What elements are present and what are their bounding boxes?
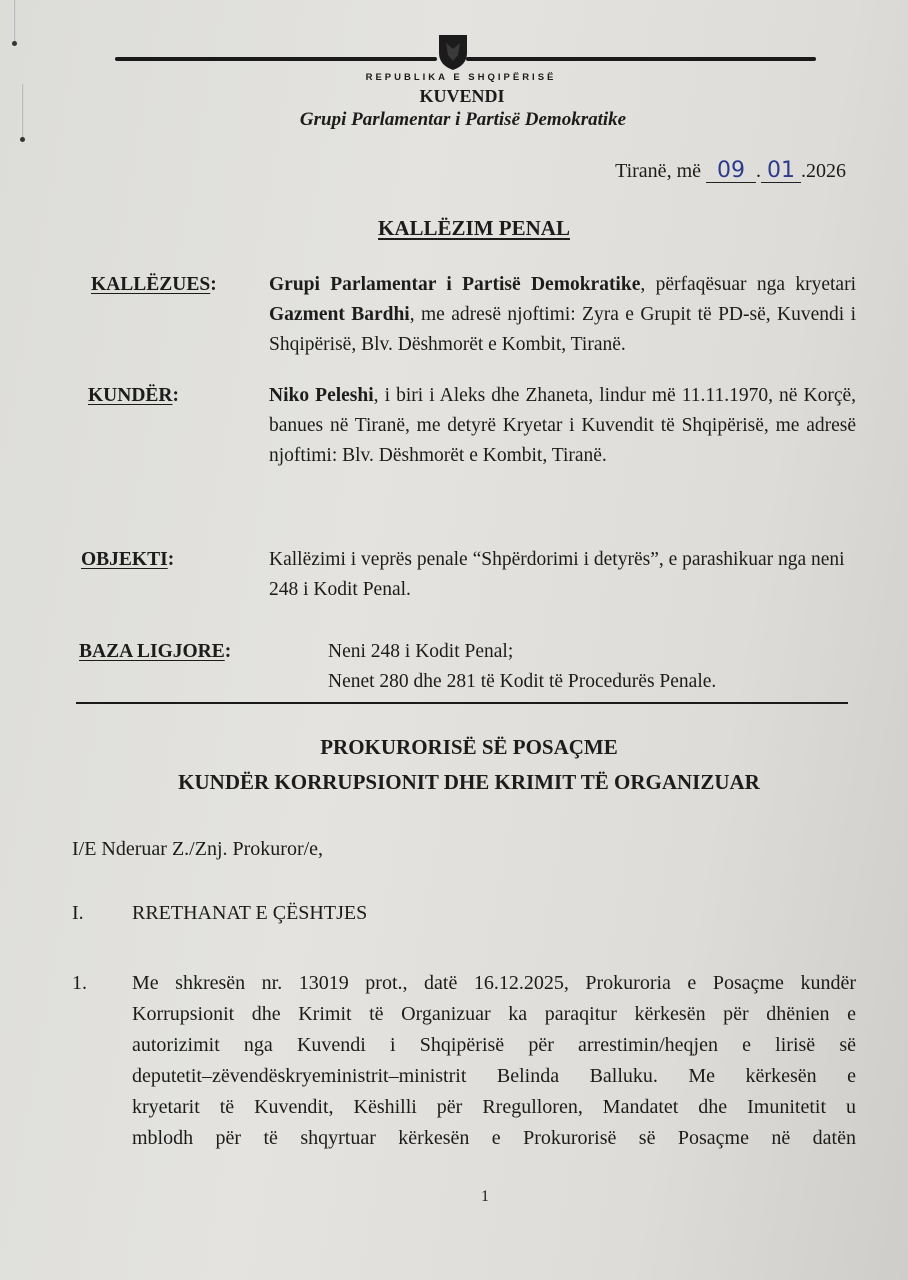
- document-date: [615, 160, 846, 183]
- page-number: 1: [481, 1188, 489, 1205]
- field-label: BAZA LIGJORE:: [79, 641, 232, 662]
- staple-mark: [13, 0, 16, 44]
- field-value: Grupi Parlamentar i Partisë Demokratike, përfaqësuar nga kryetari Gazment Bardhi, me adresë njoftimi: Zyra e Grupit të PD-së, Kuvendi i Shqipërisë, Blv. Dëshmorët e Kombit, Tiranë.: [269, 274, 856, 355]
- field-label: OBJEKTI:: [81, 549, 175, 570]
- paragraph-line: mblodh për të shqyrtuar kërkesën e Prokurorisë së Posaçme në datën: [132, 1127, 856, 1149]
- date-month-handwritten: 01: [761, 160, 801, 183]
- field-value: Kallëzimi i veprës penale “Shpërdorimi i detyrës”, e parashikuar nga neni 248 i Kodit Penal.: [269, 549, 845, 600]
- institution-name: KUVENDI: [419, 86, 505, 106]
- paragraph-line: kryetarit të Kuvendit, Këshilli për Rregulloren, Mandatet dhe Imunitetit u: [132, 1096, 856, 1118]
- paragraph-line: deputetit–zëvendëskryeministrit–ministrit Belinda Balluku. Me kërkesën e: [132, 1065, 856, 1087]
- paragraph-text: [132, 968, 856, 1154]
- header-rule-right: [466, 57, 816, 61]
- field-value: Neni 248 i Kodit Penal; Nenet 280 dhe 281 të Kodit të Procedurës Penale.: [328, 641, 717, 692]
- date-year: .2026: [801, 160, 846, 182]
- field-label: KUNDËR:: [88, 385, 180, 406]
- salutation: I/E Nderuar Z./Znj. Prokuror/e,: [72, 838, 324, 860]
- section-number: I.: [72, 902, 84, 924]
- field-value: Niko Peleshi, i biri i Aleks dhe Zhaneta, lindur më 11.11.1970, në Korçë, banues në Tiranë, me detyrë Kryetar i Kuvendit të Shqipërisë, me adresë njoftimi: Blv. Dëshmorët e Kombit, Tiranë.: [269, 385, 857, 466]
- paragraph-line: Me shkresën nr. 13019 prot., datë 16.12.2025, Prokuroria e Posaçme kundër: [132, 972, 856, 994]
- document-title: KALLËZIM PENAL: [378, 216, 570, 240]
- addressee-line-1: PROKURORISË SË POSAÇME: [320, 735, 618, 759]
- date-separator: .: [756, 160, 761, 182]
- addressee-line-2: KUNDËR KORRUPSIONIT DHE KRIMIT TË ORGANIZUAR: [178, 770, 760, 794]
- section-title: RRETHANAT E ÇËSHTJES: [132, 902, 368, 924]
- date-day-handwritten: 09: [706, 160, 756, 183]
- field-label: KALLËZUES:: [91, 274, 217, 295]
- paragraph-number: 1.: [72, 972, 87, 994]
- paragraph-line: Korrupsionit dhe Krimit të Organizuar ka paraqitur kërkesën për dhënien e: [132, 1003, 856, 1025]
- section-divider: [76, 702, 848, 704]
- paragraph-line: autorizimit nga Kuvendi i Shqipërisë për arrestimin/heqjen e lirisë së: [132, 1034, 856, 1056]
- republic-name: REPUBLIKA E SHQIPËRISË: [365, 72, 557, 83]
- parliamentary-group-name: Grupi Parlamentar i Partisë Demokratike: [299, 109, 627, 130]
- header-rule-left: [115, 57, 437, 61]
- date-prefix: Tiranë, më: [615, 160, 701, 182]
- albanian-eagle-emblem-icon: [438, 33, 468, 71]
